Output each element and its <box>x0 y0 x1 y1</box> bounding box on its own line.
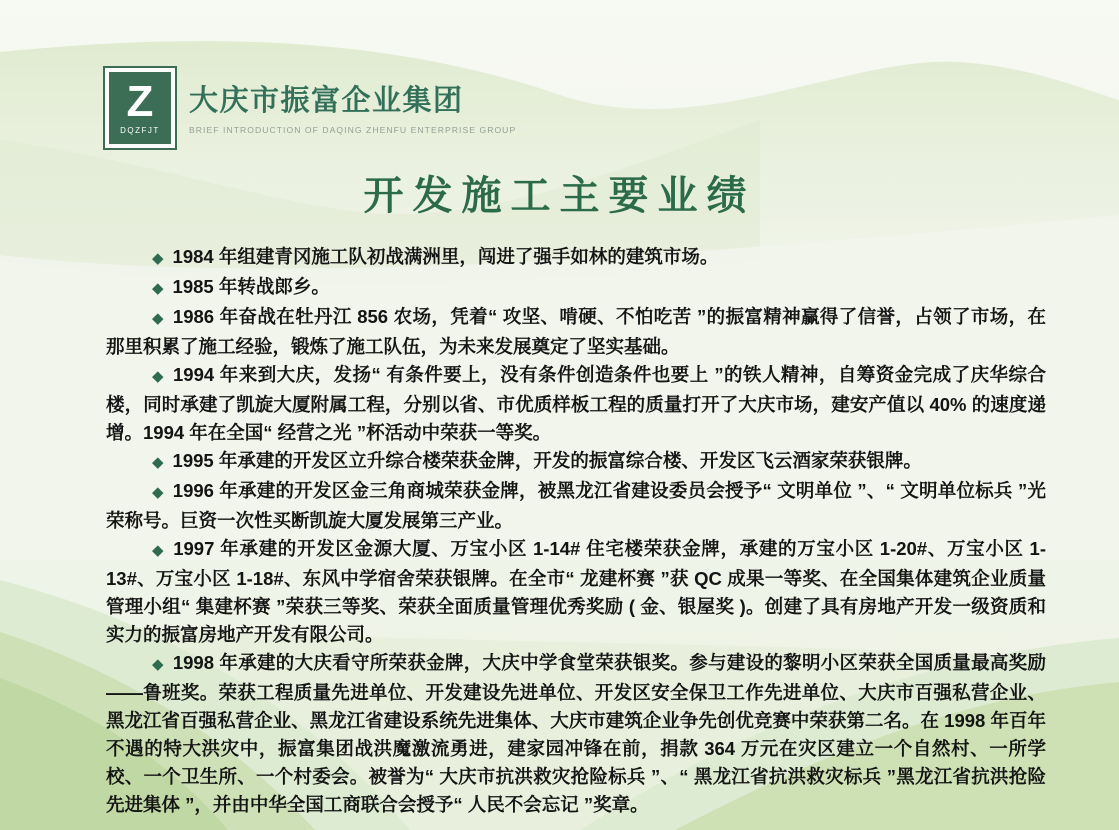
diamond-bullet-icon: ◆ <box>152 250 164 267</box>
achievement-list <box>106 243 1046 819</box>
diamond-bullet-icon: ◆ <box>152 280 164 297</box>
achievement-text: 1985 年转战郎乡。 <box>172 276 330 297</box>
achievement-text: 1995 年承建的开发区立升综合楼荣获金牌，开发的振富综合楼、开发区飞云酒家荣获银牌。 <box>172 450 922 471</box>
achievement-text: 1984 年组建青冈施工队初战满洲里，闯进了强手如林的建筑市场。 <box>172 246 719 267</box>
achievement-text: 1997 年承建的开发区金源大厦、万宝小区 1-14# 住宅楼荣获金牌，承建的万宝小区 1-20#、万宝小区 1-13#、万宝小区 1-18#、东风中学宿舍荣获银牌。在全市“ 龙建杯赛 ”获 QC 成果一等奖、在全国集体建筑企业质量管理小组“ 集建杯赛 ”荣获三等奖、荣获全面质量管理优秀奖励 ( 金、银屋奖 )。创建了具有房地产开发一级资质和实力的振富房地产开发有限公司。 <box>106 538 1046 645</box>
logo-abbreviation: DQZFJT <box>120 125 160 135</box>
achievement-paragraph-1985 <box>106 273 1046 303</box>
diamond-bullet-icon: ◆ <box>152 454 164 471</box>
achievement-paragraph-1984 <box>106 243 1046 273</box>
achievement-paragraph-1994 <box>106 361 1046 447</box>
company-name: 大庆市振富企业集团 <box>189 85 464 117</box>
company-logo <box>103 66 177 150</box>
diamond-bullet-icon: ◆ <box>152 310 164 327</box>
achievement-paragraph-1996 <box>106 477 1046 535</box>
achievement-text: 1986 年奋战在牡丹江 856 农场，凭着“ 攻坚、啃硬、不怕吃苦 ”的振富精神赢得了信誉，占领了市场，在那里积累了施工经验，锻炼了施工队伍，为未来发展奠定了坚实基础。 <box>106 306 1046 357</box>
achievement-paragraph-1998 <box>106 649 1046 819</box>
company-tagline: BRIEF INTRODUCTION OF DAQING ZHENFU ENTERPRISE GROUP <box>189 124 517 135</box>
logo-z-icon <box>109 72 171 144</box>
page-title: 开发施工主要业绩 <box>363 174 756 218</box>
diamond-bullet-icon: ◆ <box>152 542 165 559</box>
achievement-paragraph-1995 <box>106 447 1046 477</box>
achievement-paragraph-1986 <box>106 303 1046 361</box>
diamond-bullet-icon: ◆ <box>152 368 164 385</box>
diamond-bullet-icon: ◆ <box>152 656 164 673</box>
diamond-bullet-icon: ◆ <box>152 484 164 501</box>
achievement-text: 1994 年来到大庆，发扬“ 有条件要上，没有条件创造条件也要上 ”的铁人精神，自筹资金完成了庆华综合楼，同时承建了凯旋大厦附属工程，分别以省、市优质样板工程的质量打开了大庆市场，建安产值以 40% 的速度递增。1994 年在全国“ 经营之光 ”杯活动中荣获一等奖。 <box>106 364 1046 443</box>
header <box>103 66 516 150</box>
logo-letter: Z <box>126 77 154 127</box>
company-name-block <box>189 66 516 135</box>
achievement-text: 1996 年承建的开发区金三角商城荣获金牌，被黑龙江省建设委员会授予“ 文明单位 ”、“ 文明单位标兵 ”光荣称号。巨资一次性买断凯旋大厦发展第三产业。 <box>106 480 1047 531</box>
achievement-paragraph-1997 <box>106 535 1046 649</box>
achievement-text: 1998 年承建的大庆看守所荣获金牌，大庆中学食堂荣获银奖。参与建设的黎明小区荣获全国质量最高奖励——鲁班奖。荣获工程质量先进单位、开发建设先进单位、开发区安全保卫工作先进单位、大庆市百强私营企业、黑龙江省百强私营企业、黑龙江省建设系统先进集体、大庆市建筑企业争先创优竞赛中荣获第二名。在 1998 年百年不遇的特大洪灾中，振富集团战洪魔激流勇进，建家园冲锋在前，捐款 364 万元在灾区建立一个自然村、一所学校、一个卫生所、一个村委会。被誉为“ 大庆市抗洪救灾抢险标兵 ”、“ 黑龙江省抗洪救灾标兵 ”黑龙江省抗洪抢险先进集体 ”，并由中华全国工商联合会授予“ 人民不会忘记 ”奖章。 <box>106 652 1046 815</box>
